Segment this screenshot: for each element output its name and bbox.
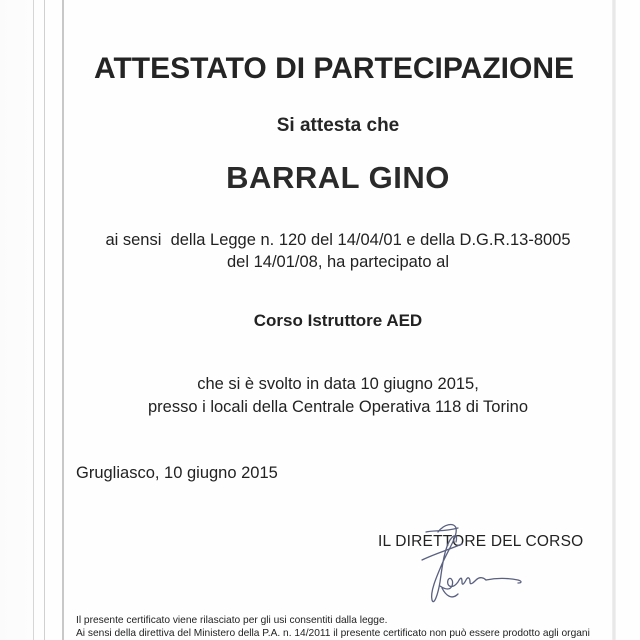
place-and-date: Grugliasco, 10 giugno 2015: [76, 464, 278, 482]
course-location-line: presso i locali della Centrale Operativa 118 di Torino: [147, 398, 528, 416]
page-edge-line: [612, 0, 616, 640]
footer-line-1: Il presente certificato viene rilasciato per gli usi consentiti dalla legge.: [76, 615, 388, 626]
course-name: Corso Istruttore AED: [253, 311, 423, 330]
course-date-line: che si è svolto in data 10 giugno 2015,: [197, 375, 479, 393]
footer-disclaimer: [76, 614, 636, 640]
certificate-intro: Si attesta che: [276, 115, 400, 136]
certificate-title: ATTESTATO DI PARTECIPAZIONE: [94, 52, 574, 85]
handwritten-signature-icon: [400, 520, 540, 610]
page-edge-line: [33, 0, 34, 640]
signatory-title: IL DIRETTORE DEL CORSO: [378, 533, 584, 550]
legal-basis-line-1: ai sensi della Legge n. 120 del 14/04/01 e della D.G.R.13-8005: [105, 231, 571, 249]
scan-margin: [0, 0, 33, 640]
page-edge-line: [44, 0, 45, 640]
legal-basis: [64, 229, 612, 273]
course-details: [64, 373, 612, 419]
legal-basis-line-2: del 14/01/08, ha partecipato al: [226, 253, 449, 271]
recipient-name: BARRAL GINO: [226, 160, 450, 195]
footer-line-2: Ai sensi della direttiva del Ministero della P.A. n. 14/2011 il presente certificato non può essere prodotto agli organi: [76, 628, 590, 639]
